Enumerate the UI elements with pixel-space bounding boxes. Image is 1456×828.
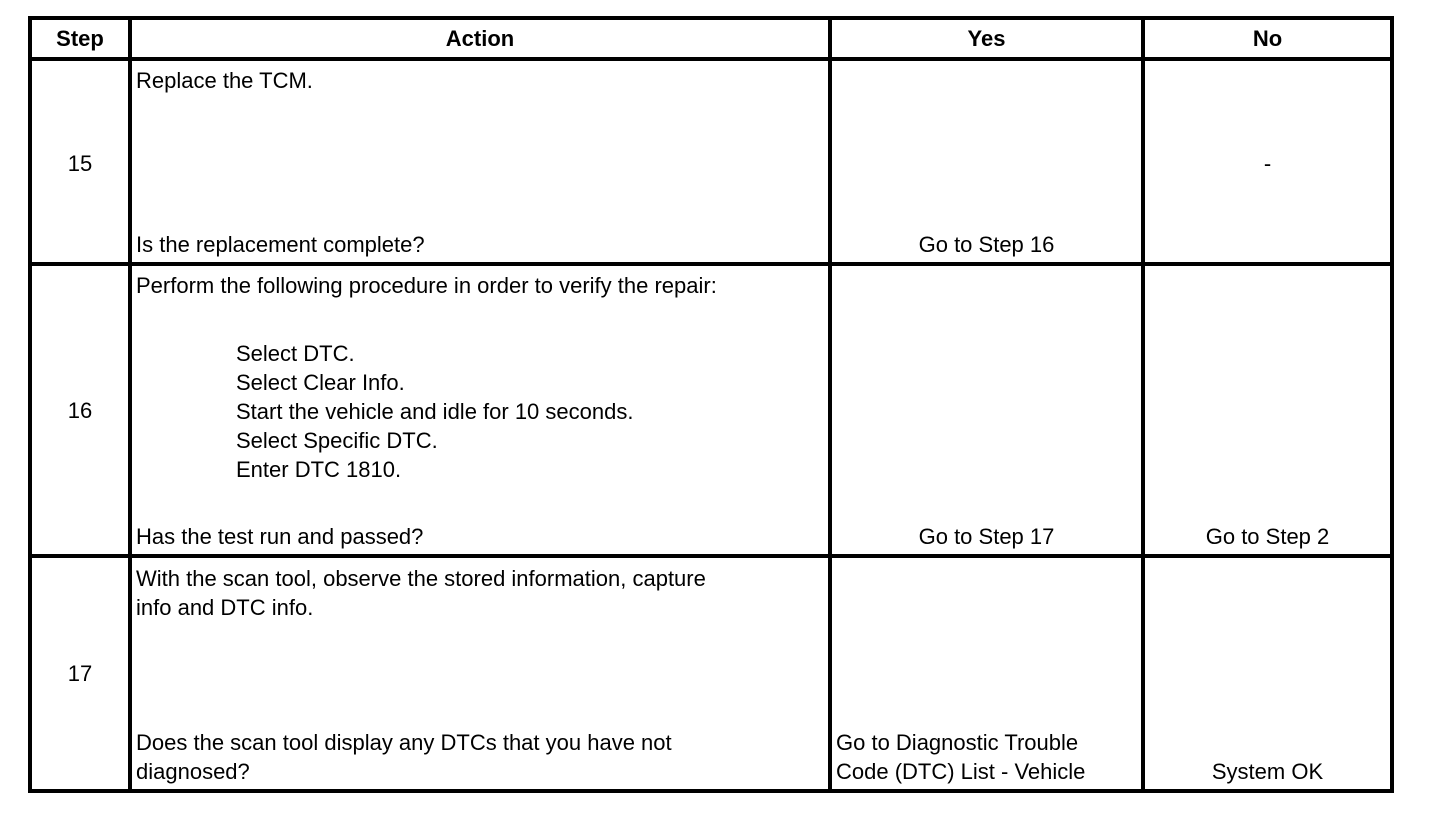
column-divider <box>828 20 832 789</box>
step-number: 16 <box>67 398 93 423</box>
yes-result: Go to Step 17 <box>918 524 1055 549</box>
procedure-step: Select DTC. <box>236 341 355 366</box>
row-divider <box>32 262 1390 266</box>
row-divider <box>32 554 1390 558</box>
column-divider <box>1141 20 1145 789</box>
no-result: - <box>1263 151 1272 176</box>
action-instruction: Perform the following procedure in order to verify the repair: <box>136 273 717 298</box>
procedure-step: Select Clear Info. <box>236 370 405 395</box>
yes-result: Go to Diagnostic Trouble Code (DTC) List - Vehicle <box>836 730 1086 784</box>
procedure-step: Enter DTC 1810. <box>236 457 402 482</box>
diagnostic-table <box>28 16 1394 793</box>
action-instruction: With the scan tool, observe the stored information, capture info and DTC info. <box>136 566 706 620</box>
header-no: No <box>1252 26 1283 51</box>
action-question: Does the scan tool display any DTCs that you have not diagnosed? <box>136 730 672 784</box>
yes-result: Go to Step 16 <box>918 232 1055 257</box>
header-action: Action <box>445 26 515 51</box>
step-number: 15 <box>67 151 93 176</box>
procedure-step: Select Specific DTC. <box>236 428 438 453</box>
header-step: Step <box>56 26 104 51</box>
header-yes: Yes <box>967 26 1006 51</box>
action-instruction: Replace the TCM. <box>136 68 313 93</box>
row-divider <box>32 57 1390 61</box>
no-result: System OK <box>1211 759 1324 784</box>
column-divider <box>128 20 132 789</box>
procedure-step-list <box>136 339 824 484</box>
no-result: Go to Step 2 <box>1205 524 1330 549</box>
step-number: 17 <box>67 661 93 686</box>
procedure-step: Start the vehicle and idle for 10 seconds. <box>236 399 634 424</box>
action-question: Is the replacement complete? <box>136 232 425 257</box>
action-question: Has the test run and passed? <box>136 524 424 549</box>
